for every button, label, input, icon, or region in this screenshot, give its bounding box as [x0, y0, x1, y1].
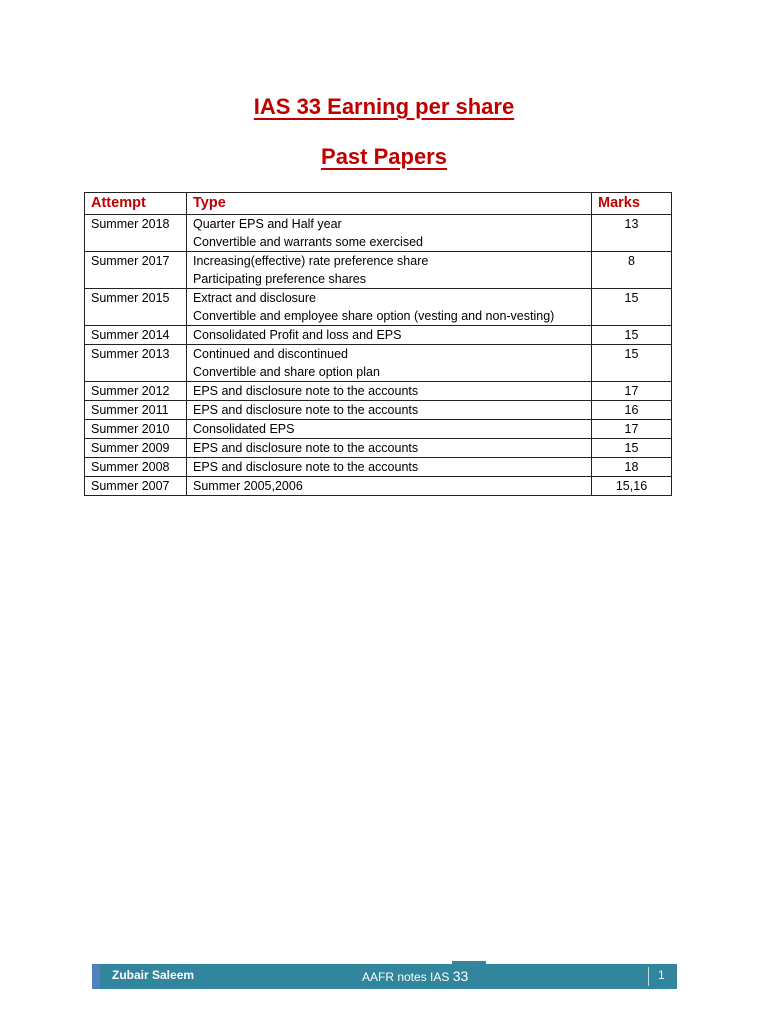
attempt-cell: Summer 2010: [85, 420, 187, 439]
table-row: [85, 439, 672, 458]
footer-accent-bar: [92, 964, 100, 989]
type-cell: [187, 477, 592, 496]
attempt-cell: Summer 2011: [85, 401, 187, 420]
type-cell: [187, 252, 592, 289]
page-number: 1: [658, 968, 665, 982]
table-row: [85, 382, 672, 401]
type-line: Consolidated EPS: [193, 422, 295, 436]
attempt-cell: Summer 2008: [85, 458, 187, 477]
attempt-cell: Summer 2017: [85, 252, 187, 289]
marks-cell: 15: [592, 345, 672, 382]
marks-cell: 8: [592, 252, 672, 289]
type-cell: [187, 345, 592, 382]
type-cell: [187, 215, 592, 252]
table-row: [85, 458, 672, 477]
attempt-cell: Summer 2012: [85, 382, 187, 401]
type-line: Summer 2005,2006: [193, 479, 303, 493]
marks-cell: 15,16: [592, 477, 672, 496]
type-line: Continued and discontinued: [193, 347, 348, 361]
table-row: [85, 345, 672, 382]
type-line: Convertible and employee share option (vesting and non-vesting): [193, 309, 555, 323]
attempt-cell: Summer 2018: [85, 215, 187, 252]
attempt-cell: Summer 2015: [85, 289, 187, 326]
type-cell: [187, 401, 592, 420]
attempt-cell: Summer 2009: [85, 439, 187, 458]
marks-cell: 15: [592, 326, 672, 345]
footer-notes-number: 33: [452, 968, 469, 984]
footer-divider: [648, 967, 649, 986]
past-papers-table: [84, 192, 672, 496]
type-cell: [187, 458, 592, 477]
marks-cell: 18: [592, 458, 672, 477]
attempt-cell: Summer 2013: [85, 345, 187, 382]
page-footer: [92, 964, 677, 989]
type-line: Convertible and share option plan: [193, 365, 380, 379]
table-body: [85, 215, 672, 496]
marks-cell: 13: [592, 215, 672, 252]
header-marks: Marks: [592, 193, 672, 215]
type-cell: [187, 289, 592, 326]
footer-notes-label: [362, 968, 468, 984]
marks-cell: 15: [592, 439, 672, 458]
type-line: Increasing(effective) rate preference share: [193, 254, 429, 268]
type-line: Participating preference shares: [193, 272, 367, 286]
marks-cell: 15: [592, 289, 672, 326]
header-attempt: Attempt: [85, 193, 187, 215]
table-row: [85, 401, 672, 420]
type-line: EPS and disclosure note to the accounts: [193, 441, 419, 455]
table-row: [85, 326, 672, 345]
table-row: [85, 420, 672, 439]
marks-cell: 16: [592, 401, 672, 420]
document-title: IAS 33 Earning per share: [253, 94, 515, 119]
attempt-cell: Summer 2014: [85, 326, 187, 345]
type-cell: [187, 420, 592, 439]
type-line: EPS and disclosure note to the accounts: [193, 403, 419, 417]
type-line: Extract and disclosure: [193, 291, 316, 305]
type-line: Convertible and warrants some exercised: [193, 235, 423, 249]
type-line: Consolidated Profit and loss and EPS: [193, 328, 402, 342]
marks-cell: 17: [592, 382, 672, 401]
type-cell: [187, 326, 592, 345]
marks-cell: 17: [592, 420, 672, 439]
footer-author: Zubair Saleem: [112, 968, 195, 982]
type-line: Quarter EPS and Half year: [193, 217, 342, 231]
footer-notes-text: AAFR notes IAS: [362, 970, 453, 984]
type-cell: [187, 382, 592, 401]
header-type: Type: [187, 193, 592, 215]
type-line: EPS and disclosure note to the accounts: [193, 384, 419, 398]
table-row: [85, 289, 672, 326]
table-row: [85, 252, 672, 289]
document-subtitle: Past Papers: [321, 144, 447, 169]
table-row: [85, 477, 672, 496]
table-row: [85, 215, 672, 252]
type-cell: [187, 439, 592, 458]
table-header-row: [85, 193, 672, 215]
attempt-cell: Summer 2007: [85, 477, 187, 496]
type-line: EPS and disclosure note to the accounts: [193, 460, 419, 474]
